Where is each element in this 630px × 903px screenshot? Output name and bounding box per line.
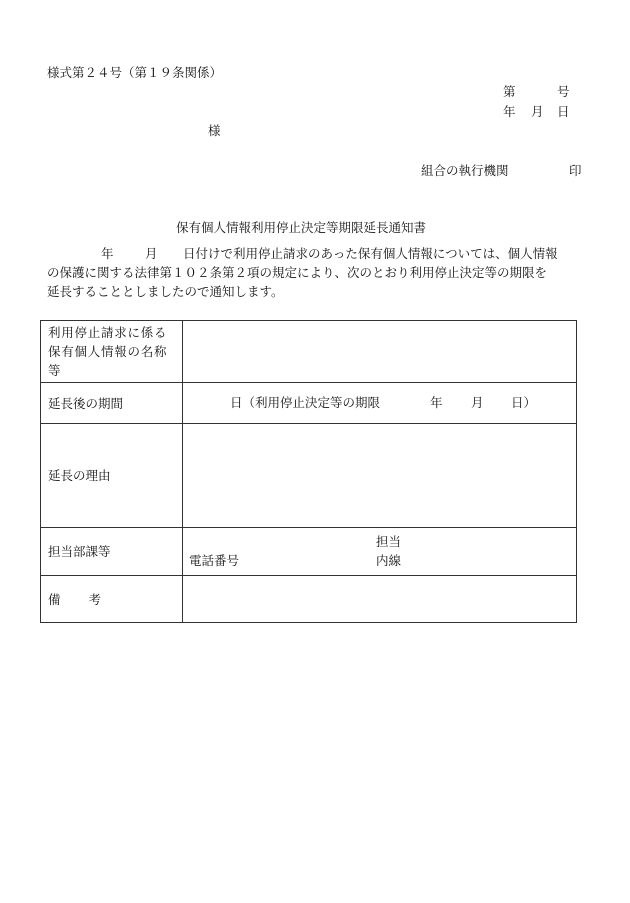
date-day: 日	[557, 104, 570, 119]
period-year: 年	[430, 395, 443, 410]
period-day-text: 日（利用停止決定等の期限	[230, 395, 381, 410]
addressee-honorific: 様	[208, 123, 221, 138]
target-label-cell	[41, 321, 183, 383]
target-label-line3: 等	[48, 363, 61, 378]
target-label-line2: 保有個人情報の名称	[48, 344, 168, 359]
body-line1: 日付けで利用停止請求のあった保有個人情報については、個人情報	[183, 246, 558, 261]
info-table	[40, 320, 577, 623]
table-row-dept	[41, 528, 577, 576]
period-day-close: 日）	[511, 395, 537, 410]
doc-number-dai: 第	[503, 84, 516, 99]
body-year: 年	[101, 246, 114, 261]
body-line2: の保護に関する法律第１０２条第２項の規定により、次のとおり利用停止決定等の期限を	[47, 265, 548, 280]
seal-mark: 印	[569, 163, 582, 178]
remarks-label-2: 考	[88, 591, 102, 607]
dept-extension: 内線	[376, 553, 402, 568]
reason-value-cell[interactable]	[183, 424, 577, 528]
doc-number-go: 号	[557, 84, 570, 99]
table-row-period	[41, 383, 577, 424]
period-value-cell[interactable]	[183, 383, 577, 424]
date-month: 月	[531, 104, 544, 119]
issuer-name: 組合の執行機関	[421, 163, 509, 178]
target-value-cell[interactable]	[183, 321, 577, 383]
body-month: 月	[145, 246, 158, 261]
period-month: 月	[471, 395, 484, 410]
date-year: 年	[503, 104, 516, 119]
form-number: 様式第２４号（第１９条関係）	[47, 65, 223, 80]
dept-label: 担当部課等	[41, 528, 183, 576]
table-row-remarks	[41, 576, 577, 623]
target-label-line1: 利用停止請求に係る	[48, 325, 168, 340]
table-row-target	[41, 321, 577, 383]
table-row-reason	[41, 424, 577, 528]
remarks-label-1: 備	[48, 591, 61, 607]
dept-phone: 電話番号	[189, 553, 240, 568]
dept-tanto: 担当	[376, 534, 402, 549]
remarks-label-cell	[41, 576, 183, 623]
period-label: 延長後の期間	[41, 383, 183, 424]
remarks-value-cell[interactable]	[183, 576, 577, 623]
body-line3: 延長することとしましたので通知します。	[47, 284, 284, 299]
document-title: 保有個人情報利用停止決定等期限延長通知書	[176, 220, 427, 235]
dept-value-cell[interactable]	[183, 528, 577, 576]
reason-label: 延長の理由	[41, 424, 183, 528]
